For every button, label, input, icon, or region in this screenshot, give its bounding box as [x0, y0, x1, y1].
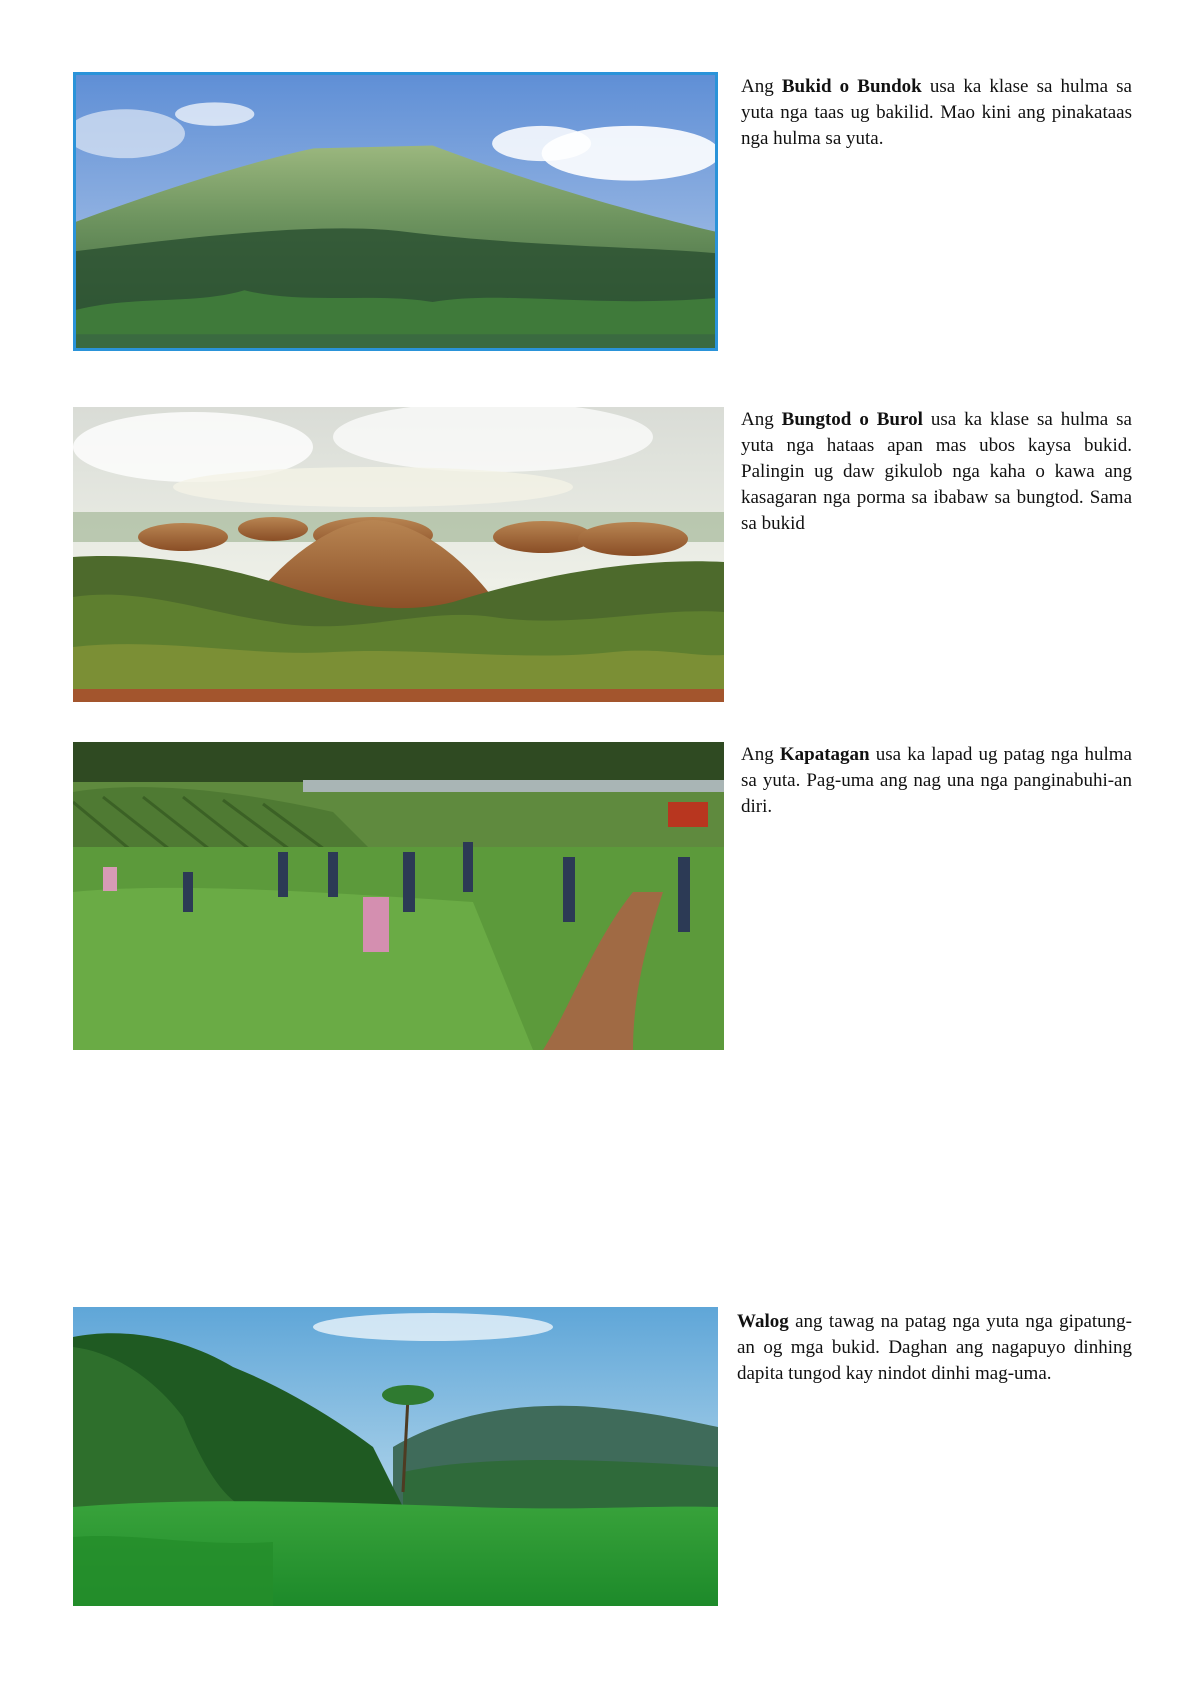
caption-text: usa ka klase sa hulma sa yuta nga taas ug bakilid. Mao kini ang pinakataas nga hulma sa yuta. — [741, 76, 1132, 149]
plains-caption — [741, 742, 1132, 820]
hills-photo-icon — [73, 407, 724, 702]
valley-photo-icon — [73, 1307, 718, 1606]
mountain-image — [73, 72, 718, 351]
caption-prefix: Ang — [741, 409, 782, 430]
term-walog: Walog — [737, 1311, 789, 1332]
caption-text: usa ka klase sa hulma sa yuta nga hataas apan mas ubos kaysa bukid. Palingin ug daw gikulob nga kaha o kawa ang kasagaran nga porma sa ibabaw sa bungtod. Sama sa bukid — [741, 409, 1132, 534]
caption-text: ang tawag na patag nga yuta nga gipatung-an og mga bukid. Daghan ang nagapuyo dinhing dapita tungod kay nindot dinhi mag-uma. — [737, 1311, 1132, 1384]
mountain-caption — [741, 74, 1132, 152]
caption-prefix: Ang — [741, 744, 780, 765]
caption-text: usa ka lapad ug patag nga hulma sa yuta. Pag-uma ang nag una nga panginabuhi-an diri. — [741, 744, 1132, 817]
mountain-photo-icon — [76, 75, 715, 348]
valley-caption — [737, 1309, 1132, 1387]
plains-image — [73, 742, 724, 1050]
term-bungtod-o-burol: Bungtod o Burol — [781, 409, 923, 430]
caption-prefix: Ang — [741, 76, 782, 97]
plain-farm-photo-icon — [73, 742, 724, 1050]
valley-image — [73, 1307, 718, 1606]
hills-caption — [741, 407, 1132, 537]
term-bukid-o-bundok: Bukid o Bundok — [781, 76, 922, 97]
term-kapatagan: Kapatagan — [779, 744, 870, 765]
hills-image — [73, 407, 724, 702]
